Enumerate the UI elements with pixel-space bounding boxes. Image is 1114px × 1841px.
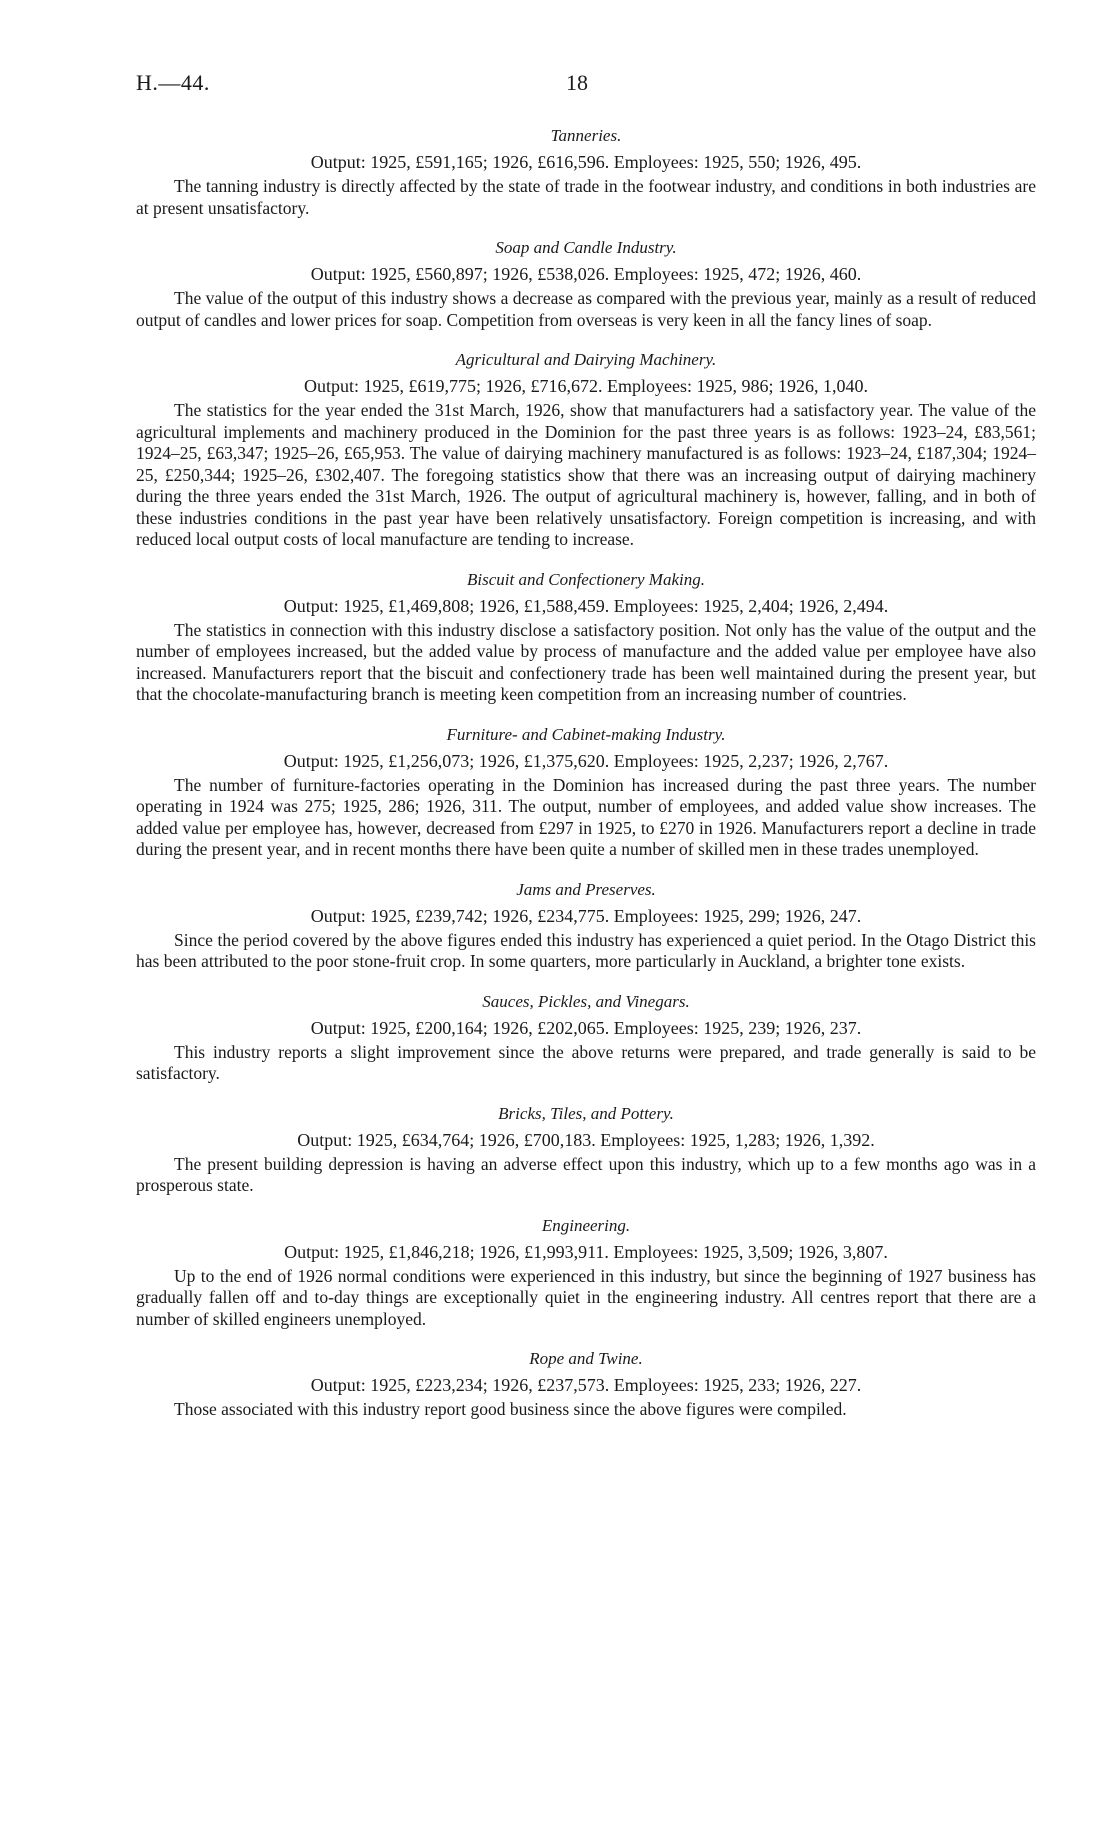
section-bricks-tiles <box>136 1103 1036 1197</box>
section-title: Agricultural and Dairying Machinery. <box>455 350 717 369</box>
section-stats: Output: 1925, £619,775; 1926, £716,672. Employees: 1925, 986; 1926, 1,040. <box>304 376 868 396</box>
section-body: This industry reports a slight improvement since the above returns were prepared, and trade generally is said to be satisfactory. <box>136 1041 1036 1083</box>
section-body: The statistics in connection with this industry disclose a satisfactory position. Not only has the value of the output and the number of employees increased, but the added value by process of manufacture and the added value per employee have also increased. Manufacturers report that the biscuit and confectionery trade has been well maintained during the present year, but that the chocolate-manufacturing branch is meeting keen competition from an increasing number of countries. <box>136 619 1036 704</box>
section-stats: Output: 1925, £560,897; 1926, £538,026. Employees: 1925, 472; 1926, 460. <box>310 264 862 284</box>
page-content <box>136 125 1036 1439</box>
section-title: Tanneries. <box>550 126 622 145</box>
section-soap-candle <box>136 237 1036 331</box>
section-body: The present building depression is having an adverse effect upon this industry, which up to a few months ago was in a prosperous state. <box>136 1153 1036 1195</box>
section-tanneries <box>136 125 1036 219</box>
section-body: Those associated with this industry report good business since the above figures were compiled. <box>174 1399 847 1419</box>
section-title: Soap and Candle Industry. <box>495 238 677 257</box>
section-sauces-pickles <box>136 991 1036 1085</box>
section-agricultural-machinery <box>136 349 1036 551</box>
section-stats: Output: 1925, £223,234; 1926, £237,573. Employees: 1925, 233; 1926, 227. <box>310 1375 862 1395</box>
section-body: The number of furniture-factories operating in the Dominion has increased during the past three years. The number operating in 1924 was 275; 1925, 286; 1926, 311. The output, number of employees, and added value show increases. The added value per employee has, however, decreased from £297 in 1925, to £270 in 1926. Manufacturers report a decline in trade during the present year, and in recent months there have been quite a number of skilled men in these trades unemployed. <box>136 774 1036 859</box>
section-stats: Output: 1925, £239,742; 1926, £234,775. Employees: 1925, 299; 1926, 247. <box>310 905 862 926</box>
section-biscuit-confectionery <box>136 569 1036 706</box>
section-title: Jams and Preserves. <box>516 879 656 899</box>
section-rope-twine <box>136 1348 1036 1421</box>
section-jams-preserves <box>136 879 1036 973</box>
section-body: Since the period covered by the above figures ended this industry has experienced a quiet period. In the Otago District this has been attributed to the poor stone-fruit crop. In some quarters, more particularly in Auckland, a brighter tone exists. <box>136 929 1036 971</box>
section-body: The statistics for the year ended the 31st March, 1926, show that manufacturers had a satisfactory year. The value of the agricultural implements and machinery produced in the Dominion for the past three years is as follows: 1923–24, £83,561; 1924–25, £63,347; 1925–26, £65,953. The value of dairying machinery manufactured is as follows: 1923–24, £187,304; 1924–25, £250,344; 1925–26, £302,407. The foregoing statistics show that there was an increasing output of dairying machinery during the three years ended the 31st March, 1926. The output of agricultural machinery is, however, falling, and in both of these industries conditions in the past year have been relatively unsatisfactory. Foreign competition is increasing, and with reduced local output costs of local manufacture are tending to increase. <box>136 400 1036 549</box>
section-furniture <box>136 724 1036 861</box>
section-stats: Output: 1925, £200,164; 1926, £202,065. Employees: 1925, 239; 1926, 237. <box>310 1017 862 1038</box>
section-engineering <box>136 1215 1036 1331</box>
page-header <box>136 70 1036 100</box>
section-stats: Output: 1925, £634,764; 1926, £700,183. Employees: 1925, 1,283; 1926, 1,392. <box>297 1129 875 1150</box>
section-stats: Output: 1925, £1,469,808; 1926, £1,588,459. Employees: 1925, 2,404; 1926, 2,494. <box>283 595 889 616</box>
section-title: Sauces, Pickles, and Vinegars. <box>482 991 690 1011</box>
section-stats: Output: 1925, £591,165; 1926, £616,596. Employees: 1925, 550; 1926, 495. <box>310 152 862 172</box>
section-body: The value of the output of this industry shows a decrease as compared with the previous year, mainly as a result of reduced output of candles and lower prices for soap. Competition from overseas is very keen in all the fancy lines of soap. <box>136 288 1036 330</box>
section-title: Engineering. <box>541 1215 631 1235</box>
page-code: H.—44. <box>136 70 210 95</box>
section-title: Rope and Twine. <box>529 1349 643 1368</box>
section-title: Furniture- and Cabinet-making Industry. <box>446 724 726 744</box>
section-body: The tanning industry is directly affected by the state of trade in the footwear industry, and conditions in both industries are at present unsatisfactory. <box>136 176 1036 218</box>
section-title: Bricks, Tiles, and Pottery. <box>498 1103 674 1123</box>
section-title: Biscuit and Confectionery Making. <box>467 569 705 589</box>
page-number: 18 <box>566 70 588 95</box>
section-stats: Output: 1925, £1,846,218; 1926, £1,993,911. Employees: 1925, 3,509; 1926, 3,807. <box>284 1241 888 1262</box>
section-body: Up to the end of 1926 normal conditions were experienced in this industry, but since the beginning of 1927 business has gradually fallen off and to-day things are exceptionally quiet in the engineering industry. All centres report that there are a number of skilled engineers unemployed. <box>136 1265 1036 1329</box>
section-stats: Output: 1925, £1,256,073; 1926, £1,375,620. Employees: 1925, 2,237; 1926, 2,767. <box>283 750 889 771</box>
